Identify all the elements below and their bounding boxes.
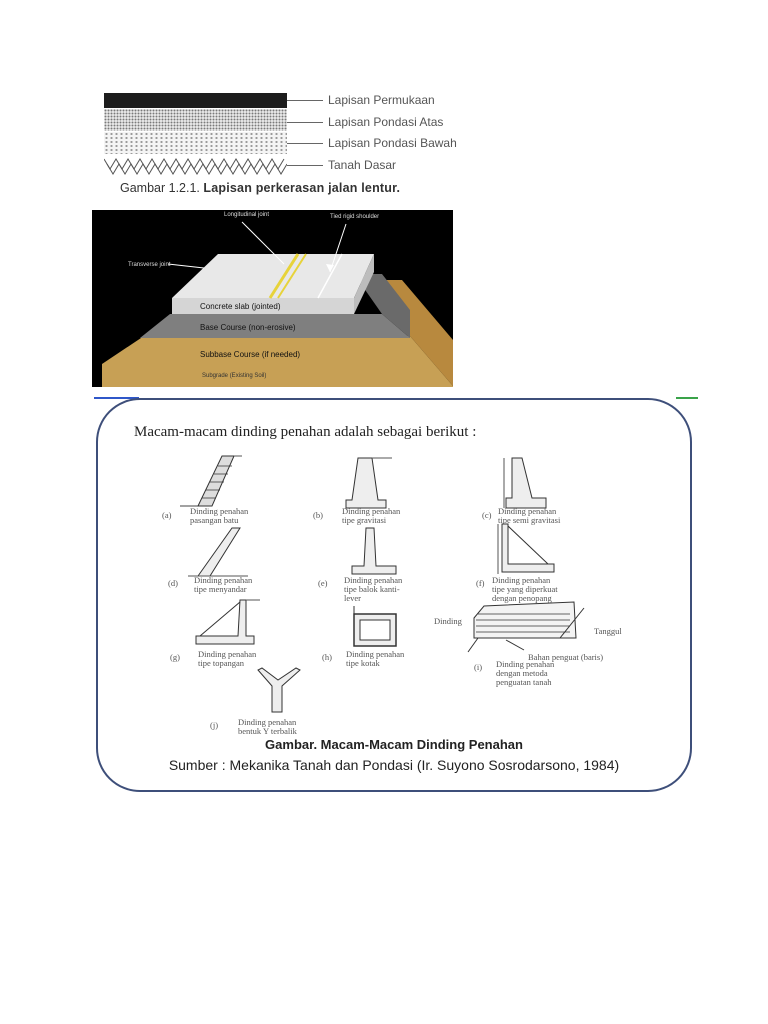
wall-caption-e-line2: tipe balok kanti- — [344, 584, 400, 594]
flexible-pavement-figure — [104, 90, 504, 202]
surface-layer — [104, 93, 287, 108]
label-base: Lapisan Pondasi Atas — [328, 115, 444, 129]
layer-label-subgrade: Subgrade (Existing Soil) — [202, 373, 267, 379]
wall-caption-b-line1: Dinding penahan — [342, 506, 401, 516]
wall-drawing-d — [188, 522, 258, 580]
wall-caption-i-line2: dengan metoda — [496, 668, 548, 678]
wall-caption-j-line2: bentuk Y terbalik — [238, 726, 297, 736]
walls-caption-title: Gambar. Macam-Macam Dinding Penahan — [265, 737, 523, 752]
wall-drawing-f — [492, 520, 572, 580]
wall-caption-h — [346, 650, 404, 668]
wall-caption-f-line2: tipe yang diperkuat — [492, 584, 558, 594]
figure1-caption-prefix: Gambar 1.2.1. — [120, 181, 200, 195]
figure1-caption — [120, 181, 400, 195]
wall-caption-f-line3: dengan penopang — [492, 593, 552, 603]
leader-line — [287, 165, 323, 166]
wall-drawing-i — [464, 598, 594, 656]
subgrade-layer — [104, 155, 287, 175]
retaining-walls-box — [96, 398, 692, 792]
wall-caption-d-line1: Dinding penahan — [194, 575, 253, 585]
wall-caption-g-line1: Dinding penahan — [198, 649, 257, 659]
wall-caption-h-line2: tipe kotak — [346, 658, 380, 668]
layer-label-subbase: Subbase Course (if needed) — [200, 350, 301, 359]
wall-drawing-a — [178, 450, 248, 512]
wall-caption-f-line1: Dinding penahan — [492, 575, 551, 585]
wall-caption-e-line3: lever — [344, 593, 361, 603]
wall-caption-d-line2: tipe menyandar — [194, 584, 247, 594]
wall-caption-d — [194, 576, 252, 594]
label-tanggul: Tanggul — [594, 626, 622, 636]
wall-caption-g — [198, 650, 256, 668]
wall-tag-f: (f) — [476, 578, 485, 588]
wall-tag-d: (d) — [168, 578, 178, 588]
wall-caption-j-line1: Dinding penahan — [238, 717, 297, 727]
callout-transverse-joint: Transverse joint — [128, 262, 171, 268]
wall-caption-a-line2: pasangan batu — [190, 515, 239, 525]
walls-caption-source: Sumber : Mekanika Tanah dan Pondasi (Ir. Suyono Sosrodarsono, 1984) — [168, 757, 620, 773]
figure1-caption-text: Lapisan perkerasan jalan lentur. — [203, 181, 401, 195]
label-subbase: Lapisan Pondasi Bawah — [328, 136, 457, 150]
decorative-line — [676, 397, 698, 399]
wall-caption-c-line2: tipe semi gravitasi — [498, 515, 561, 525]
layer-label-concrete: Concrete slab (jointed) — [200, 302, 281, 311]
label-dinding: Dinding — [434, 616, 462, 626]
wall-tag-g: (g) — [170, 652, 180, 662]
callout-longitudinal-joint: Longitudinal joint — [224, 212, 270, 218]
wall-caption-a-line1: Dinding penahan — [190, 506, 249, 516]
wall-caption-g-line2: tipe topangan — [198, 658, 245, 668]
wall-caption-i — [496, 660, 554, 687]
label-surface: Lapisan Permukaan — [328, 93, 435, 107]
wall-tag-e: (e) — [318, 578, 328, 588]
wall-caption-e — [344, 576, 402, 603]
leader-line — [287, 100, 323, 101]
layer-label-base: Base Course (non-erosive) — [200, 323, 296, 332]
wall-drawing-g — [182, 596, 262, 652]
wall-caption-i-line3: penguatan tanah — [496, 677, 552, 687]
wall-drawing-c — [498, 454, 568, 512]
leader-line — [287, 143, 323, 144]
rigid-pavement-figure — [92, 210, 453, 387]
wall-drawing-e — [346, 524, 402, 580]
wall-caption-h-line1: Dinding penahan — [346, 649, 405, 659]
wall-tag-i: (i) — [474, 662, 483, 672]
leader-line — [287, 122, 323, 123]
wall-tag-b: (b) — [313, 510, 323, 520]
wall-caption-b-line2: tipe gravitasi — [342, 515, 387, 525]
label-bahan-penguat: Bahan penguat (baris) — [528, 652, 604, 662]
subbase-layer — [104, 132, 287, 154]
wall-drawing-h — [348, 604, 408, 652]
wall-drawing-j — [250, 666, 310, 718]
wall-tag-h: (h) — [322, 652, 332, 662]
callout-tied-shoulder: Tied rigid shoulder — [330, 214, 380, 220]
wall-drawing-b — [328, 454, 398, 512]
intro-text: Macam-macam dinding penahan adalah sebagai berikut : — [134, 424, 477, 440]
wall-caption-i-line1: Dinding penahan — [496, 659, 555, 669]
label-subgrade: Tanah Dasar — [328, 158, 397, 172]
wall-caption-b — [342, 507, 400, 525]
base-layer — [104, 109, 287, 131]
wall-tag-c: (c) — [482, 510, 492, 520]
wall-tag-j: (j) — [210, 720, 219, 730]
wall-caption-j — [238, 718, 297, 736]
wall-tag-a: (a) — [162, 510, 172, 520]
wall-caption-c-line1: Dinding penahan — [498, 506, 557, 516]
wall-caption-e-line1: Dinding penahan — [344, 575, 403, 585]
